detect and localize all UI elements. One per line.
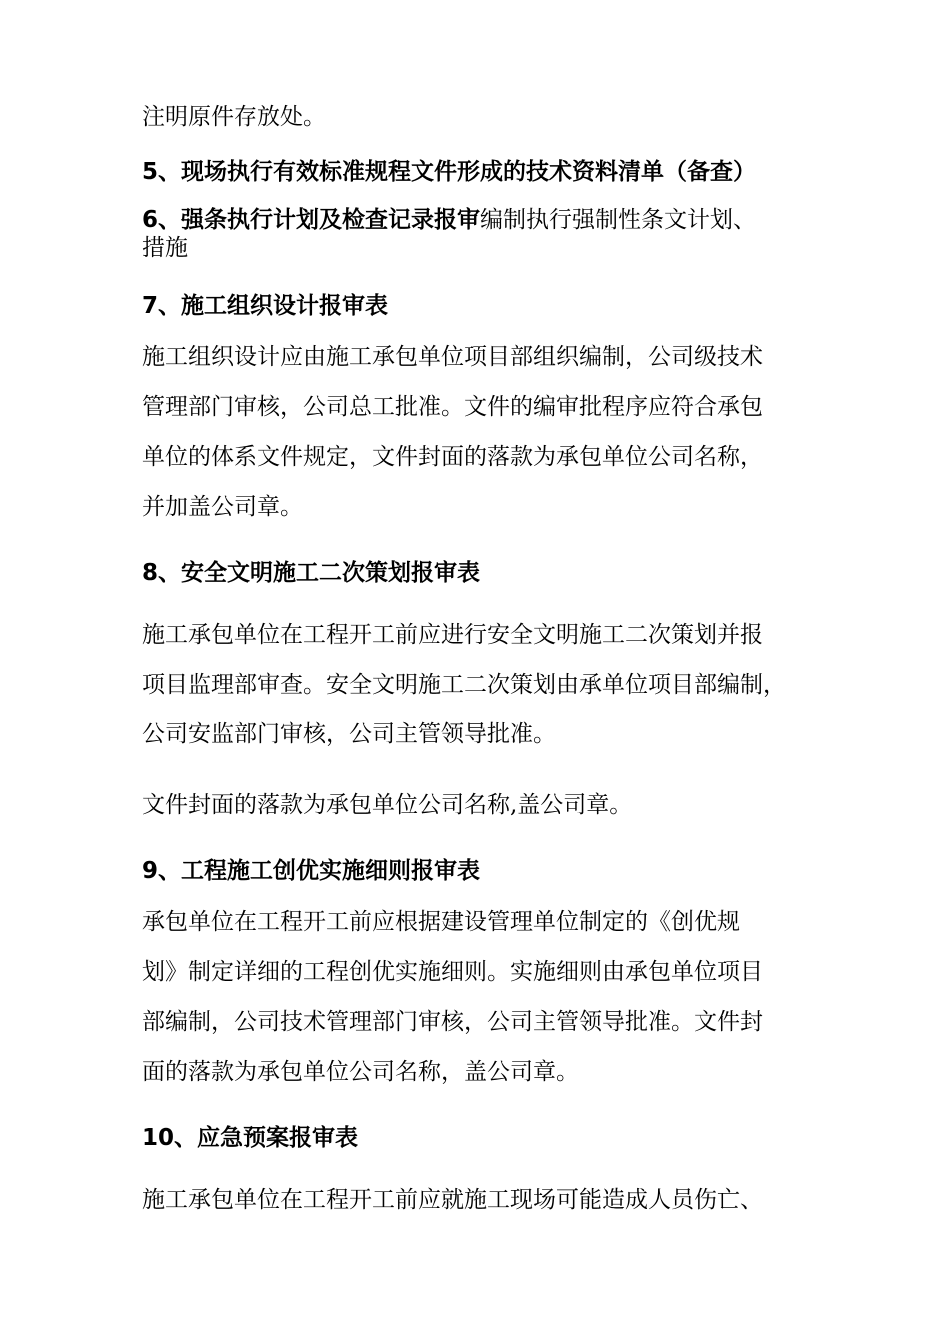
section-heading-7: 7、施工组织设计报审表: [142, 293, 389, 319]
section-heading-5: 5、现场执行有效标准规程文件形成的技术资料清单（备查）: [142, 159, 757, 185]
section-heading-6-bold: 6、强条执行计划及检查记录报审: [142, 207, 481, 233]
paragraph-line: 项目监理部审查。安全文明施工二次策划由承单位项目部编制，: [142, 672, 786, 698]
paragraph-line: 施工承包单位在工程开工前应进行安全文明施工二次策划并报: [142, 622, 763, 648]
paragraph-line: 文件封面的落款为承包单位公司名称,盖公司章。: [142, 792, 633, 818]
section-heading-10: 10、应急预案报审表: [142, 1125, 359, 1151]
paragraph-line: 面的落款为承包单位公司名称，盖公司章。: [142, 1059, 579, 1085]
paragraph-line: 注明原件存放处。: [142, 104, 326, 130]
section-heading-6-text: 编制执行强制性条文计划、: [480, 207, 757, 233]
section-heading-6: [142, 206, 756, 234]
paragraph-line: 单位的体系文件规定，文件封面的落款为承包单位公司名称，: [142, 444, 763, 470]
paragraph-line: 部编制，公司技术管理部门审核，公司主管领导批准。文件封: [142, 1009, 763, 1035]
paragraph-line: 承包单位在工程开工前应根据建设管理单位制定的《创优规: [142, 909, 740, 935]
section-heading-8: 8、安全文明施工二次策划报审表: [142, 560, 481, 586]
paragraph-line: 施工承包单位在工程开工前应就施工现场可能造成人员伤亡、: [142, 1187, 763, 1213]
paragraph-line: 公司安监部门审核，公司主管领导批准。: [142, 721, 556, 747]
section-heading-9: 9、工程施工创优实施细则报审表: [142, 858, 481, 884]
paragraph-line: 划》制定详细的工程创优实施细则。实施细则由承包单位项目: [142, 959, 763, 985]
paragraph-line: 施工组织设计应由施工承包单位项目部组织编制，公司级技术: [142, 344, 763, 370]
paragraph-line: 措施: [142, 235, 188, 261]
paragraph-line: 管理部门审核，公司总工批准。文件的编审批程序应符合承包: [142, 394, 763, 420]
paragraph-line: 并加盖公司章。: [142, 494, 303, 520]
